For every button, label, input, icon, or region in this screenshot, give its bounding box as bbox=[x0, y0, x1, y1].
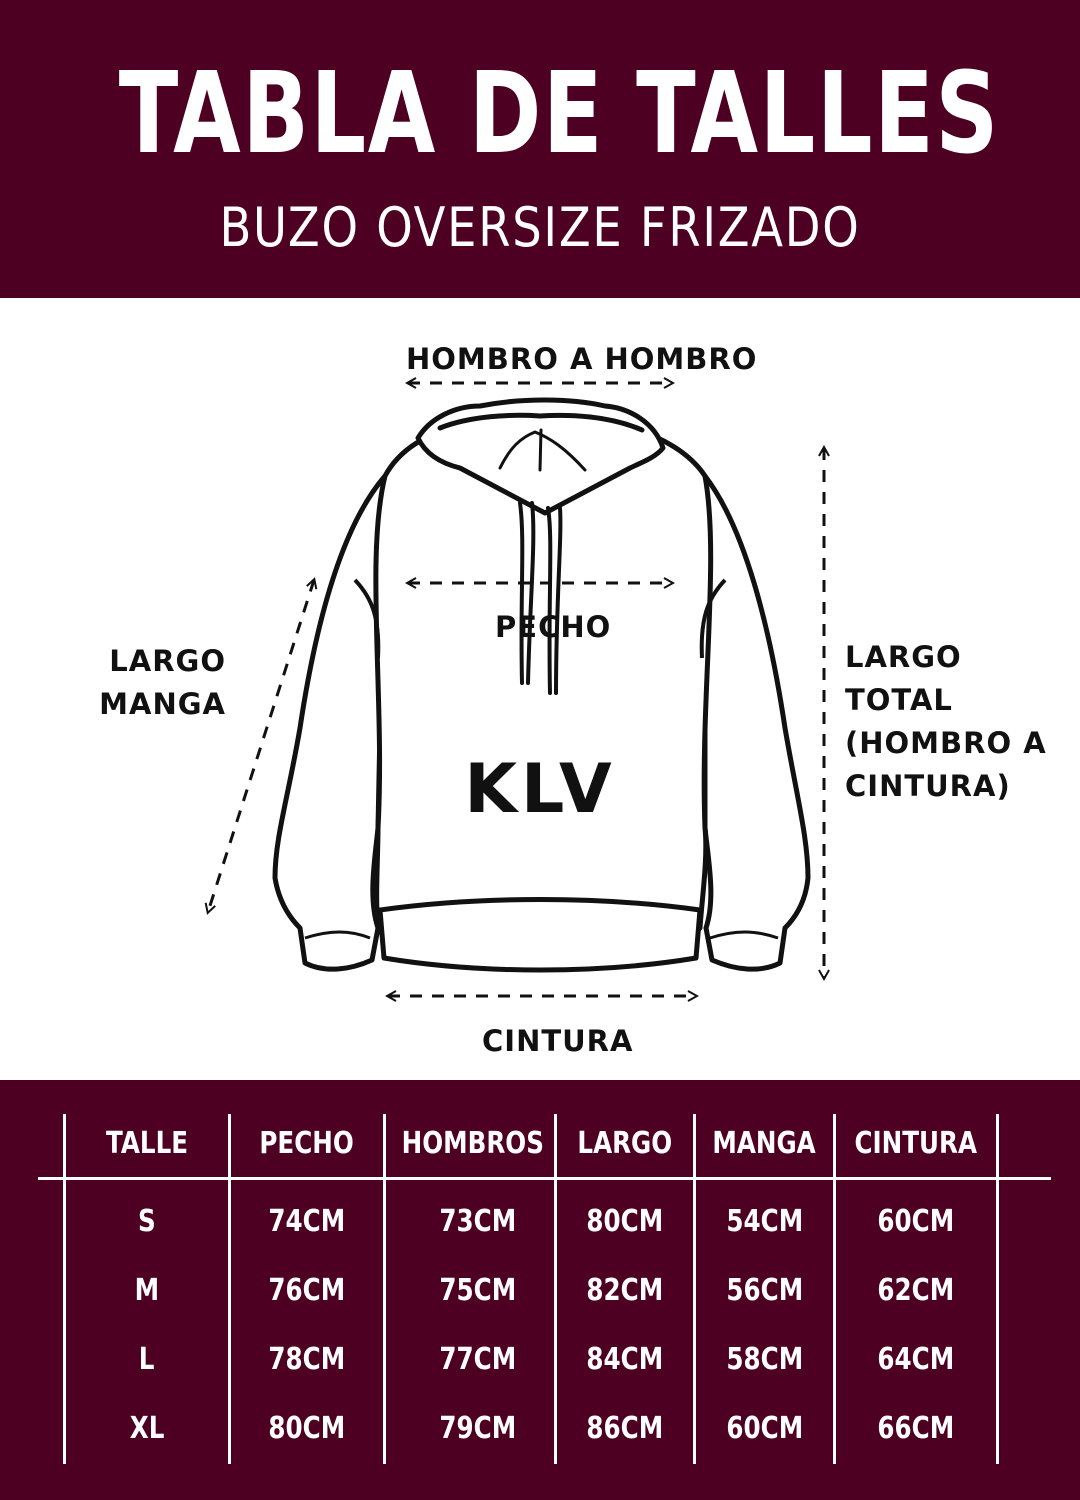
table-cell bbox=[557, 1271, 693, 1311]
table-header-pecho-text: PECHO bbox=[259, 1126, 355, 1161]
table-cell bbox=[836, 1202, 996, 1242]
table-cell bbox=[66, 1271, 228, 1311]
right-sleeve bbox=[705, 476, 808, 969]
label-total-length-line-3: (HOMBRO A bbox=[845, 726, 1047, 760]
waistband bbox=[380, 900, 700, 971]
brand-logo-text: KLV bbox=[464, 750, 616, 829]
hoodie-diagram bbox=[0, 298, 1080, 1080]
table-cell bbox=[836, 1340, 996, 1380]
table-header-talle bbox=[66, 1124, 228, 1164]
table-header-largo-text: LARGO bbox=[577, 1126, 673, 1161]
table-cell bbox=[386, 1340, 570, 1380]
table-cell bbox=[231, 1409, 383, 1449]
label-shoulder: HOMBRO A HOMBRO bbox=[406, 342, 758, 376]
table-cell bbox=[231, 1340, 383, 1380]
page-subtitle: BUZO OVERSIZE FRIZADO bbox=[219, 196, 861, 259]
cell-size-xl: XL bbox=[129, 1411, 165, 1446]
table-divider bbox=[996, 1114, 999, 1464]
table-header-rule bbox=[38, 1177, 1051, 1180]
cell-l-hombros: 77CM bbox=[439, 1342, 517, 1377]
cell-s-cintura: 60CM bbox=[877, 1204, 955, 1239]
page-title: TABLA DE TALLES bbox=[118, 49, 1000, 179]
label-sleeve-length-line-1: LARGO bbox=[109, 644, 226, 678]
table-header-cintura bbox=[836, 1124, 996, 1164]
cell-xl-pecho: 80CM bbox=[268, 1411, 346, 1446]
table-header-pecho bbox=[231, 1124, 383, 1164]
cell-l-largo: 84CM bbox=[586, 1342, 664, 1377]
left-sleeve bbox=[275, 476, 385, 969]
table-header-manga-text: MANGA bbox=[712, 1126, 817, 1161]
table-cell bbox=[66, 1202, 228, 1242]
cell-m-hombros: 75CM bbox=[439, 1273, 517, 1308]
cell-xl-cintura: 66CM bbox=[877, 1411, 955, 1446]
cell-s-pecho: 74CM bbox=[268, 1204, 346, 1239]
cell-xl-manga: 60CM bbox=[726, 1411, 803, 1446]
table-header-cintura-text: CINTURA bbox=[854, 1126, 978, 1161]
table-cell bbox=[696, 1202, 833, 1242]
cell-s-manga: 54CM bbox=[726, 1204, 803, 1239]
table-cell bbox=[557, 1340, 693, 1380]
table-header-largo bbox=[557, 1124, 693, 1164]
size-table bbox=[0, 1080, 1080, 1500]
cell-s-hombros: 73CM bbox=[439, 1204, 517, 1239]
cell-size-m: M bbox=[134, 1273, 160, 1308]
cell-m-manga: 56CM bbox=[726, 1273, 803, 1308]
table-cell bbox=[557, 1202, 693, 1242]
cell-size-l: L bbox=[139, 1342, 155, 1377]
cell-xl-largo: 86CM bbox=[586, 1411, 664, 1446]
table-cell bbox=[696, 1271, 833, 1311]
table-cell bbox=[557, 1409, 693, 1449]
table-cell bbox=[386, 1409, 570, 1449]
table-cell bbox=[66, 1340, 228, 1380]
table-cell bbox=[836, 1409, 996, 1449]
cell-size-s: S bbox=[138, 1204, 156, 1239]
label-total-length bbox=[845, 636, 1047, 808]
table-cell bbox=[696, 1340, 833, 1380]
cell-l-cintura: 64CM bbox=[877, 1342, 955, 1377]
label-chest: PECHO bbox=[495, 610, 612, 644]
label-sleeve-length bbox=[99, 640, 226, 726]
label-waist: CINTURA bbox=[482, 1024, 634, 1058]
table-cell bbox=[66, 1409, 228, 1449]
header-banner bbox=[0, 0, 1080, 298]
table-cell bbox=[696, 1409, 833, 1449]
table-header-manga bbox=[696, 1124, 833, 1164]
table-cell bbox=[386, 1202, 570, 1242]
label-total-length-line-1: LARGO bbox=[845, 640, 962, 674]
table-header-hombros bbox=[386, 1124, 554, 1164]
table-cell bbox=[231, 1271, 383, 1311]
cell-m-cintura: 62CM bbox=[877, 1273, 955, 1308]
table-cell bbox=[231, 1202, 383, 1242]
table-cell bbox=[836, 1271, 996, 1311]
label-sleeve-length-line-2: MANGA bbox=[99, 687, 226, 721]
cell-xl-hombros: 79CM bbox=[439, 1411, 517, 1446]
label-total-length-line-2: TOTAL bbox=[845, 683, 953, 717]
cell-m-pecho: 76CM bbox=[268, 1273, 346, 1308]
cell-l-pecho: 78CM bbox=[268, 1342, 346, 1377]
cell-m-largo: 82CM bbox=[586, 1273, 664, 1308]
table-header-talle-text: TALLE bbox=[105, 1126, 189, 1161]
cell-l-manga: 58CM bbox=[726, 1342, 803, 1377]
table-cell bbox=[386, 1271, 570, 1311]
cell-s-largo: 80CM bbox=[586, 1204, 664, 1239]
table-header-hombros-text: HOMBROS bbox=[401, 1126, 544, 1161]
label-total-length-line-4: CINTURA) bbox=[845, 769, 1011, 803]
